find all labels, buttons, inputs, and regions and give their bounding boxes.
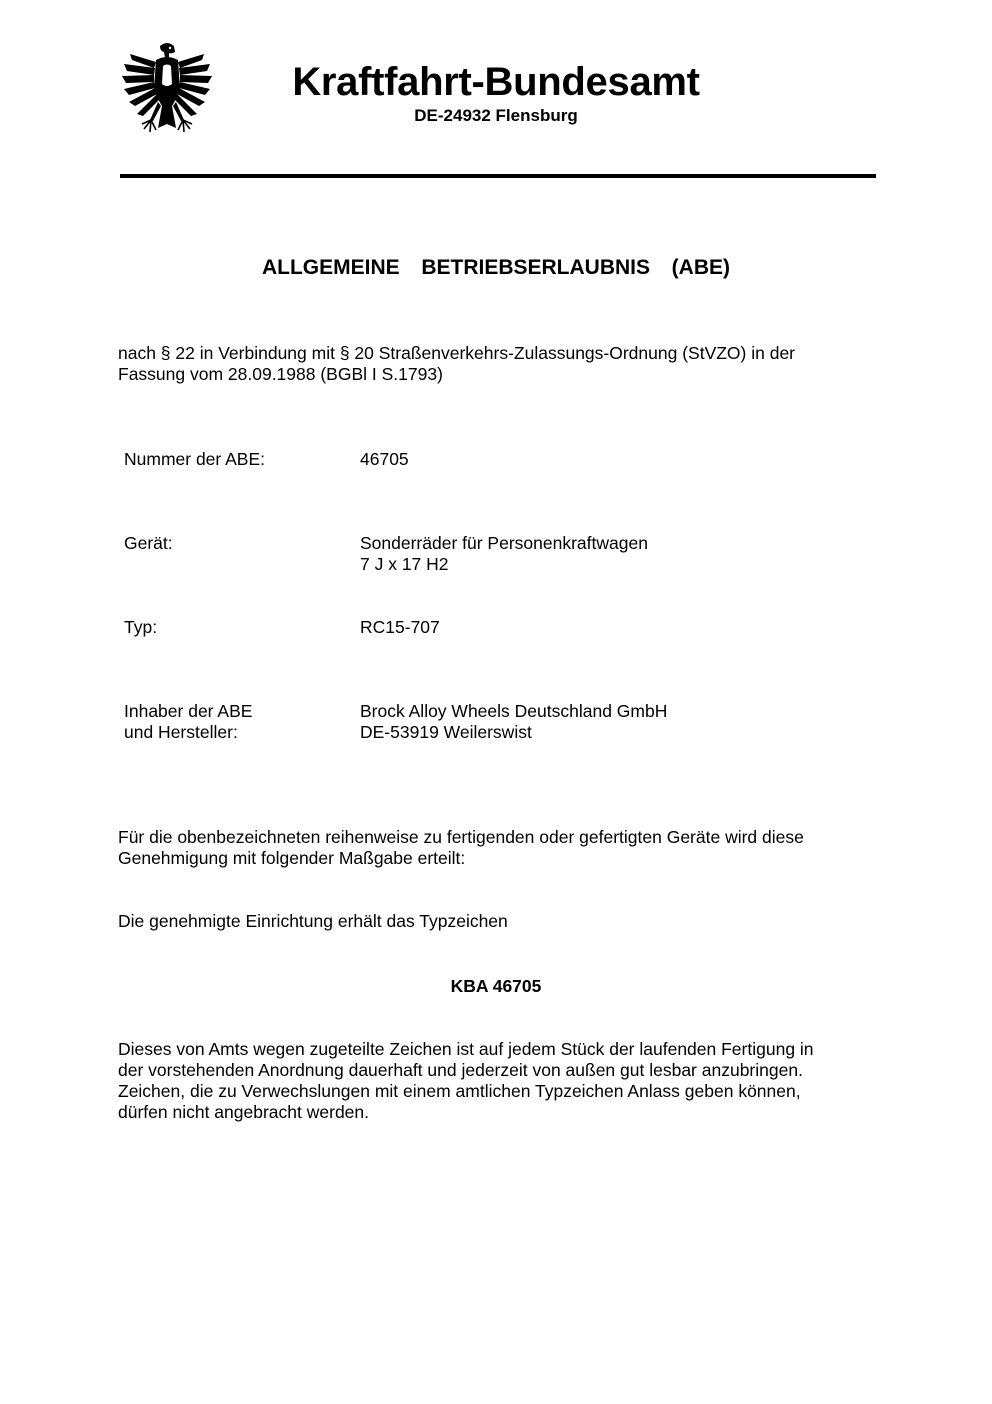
legal-basis-paragraph	[118, 343, 878, 385]
type-value: RC15-707	[360, 617, 440, 637]
approval-line: Genehmigung mit folgender Maßgabe erteilt:	[118, 848, 466, 868]
device-value-line: 7 J x 17 H2	[360, 554, 449, 574]
marking-paragraph	[118, 1039, 878, 1123]
holder-value-line: Brock Alloy Wheels Deutschland GmbH	[360, 701, 668, 721]
device-value-line: Sonderräder für Personenkraftwagen	[360, 533, 648, 553]
type-label: Typ:	[124, 617, 158, 637]
holder-value	[360, 701, 880, 743]
device-label: Gerät:	[124, 533, 173, 553]
marking-line: Zeichen, die zu Verwechslungen mit einem amtlichen Typzeichen Anlass geben können,	[118, 1081, 801, 1101]
approval-paragraph	[118, 827, 878, 869]
device-value	[360, 533, 880, 575]
organization-address: DE-24932 Flensburg	[414, 106, 578, 125]
marking-line: der vorstehenden Anordnung dauerhaft und jederzeit von außen gut lesbar anzubringen.	[118, 1060, 803, 1080]
type-mark: KBA 46705	[450, 976, 542, 996]
marking-line: Dieses von Amts wegen zugeteilte Zeichen ist auf jedem Stück der laufenden Fertigung in	[118, 1039, 814, 1059]
holder-label	[124, 701, 344, 743]
type-mark-intro: Die genehmigte Einrichtung erhält das Typzeichen	[118, 911, 508, 931]
legal-basis-line: Fassung vom 28.09.1988 (BGBl I S.1793)	[118, 364, 443, 384]
legal-basis-line: nach § 22 in Verbindung mit § 20 Straßenverkehrs-Zulassungs-Ordnung (StVZO) in der	[118, 343, 796, 363]
holder-label-line: und Hersteller:	[124, 722, 238, 742]
holder-label-line: Inhaber der ABE	[124, 701, 253, 721]
header-divider	[120, 174, 876, 178]
holder-value-line: DE-53919 Weilerswist	[360, 722, 532, 742]
approval-line: Für die obenbezeichneten reihenweise zu fertigenden oder gefertigten Geräte wird diese	[118, 827, 804, 847]
organization-name: Kraftfahrt-Bundesamt	[292, 60, 700, 104]
abe-number-value: 46705	[360, 449, 409, 469]
document-title: ALLGEMEINE BETRIEBSERLAUBNIS (ABE)	[261, 256, 730, 279]
abe-number-label: Nummer der ABE:	[124, 449, 266, 469]
marking-line: dürfen nicht angebracht werden.	[118, 1102, 369, 1122]
